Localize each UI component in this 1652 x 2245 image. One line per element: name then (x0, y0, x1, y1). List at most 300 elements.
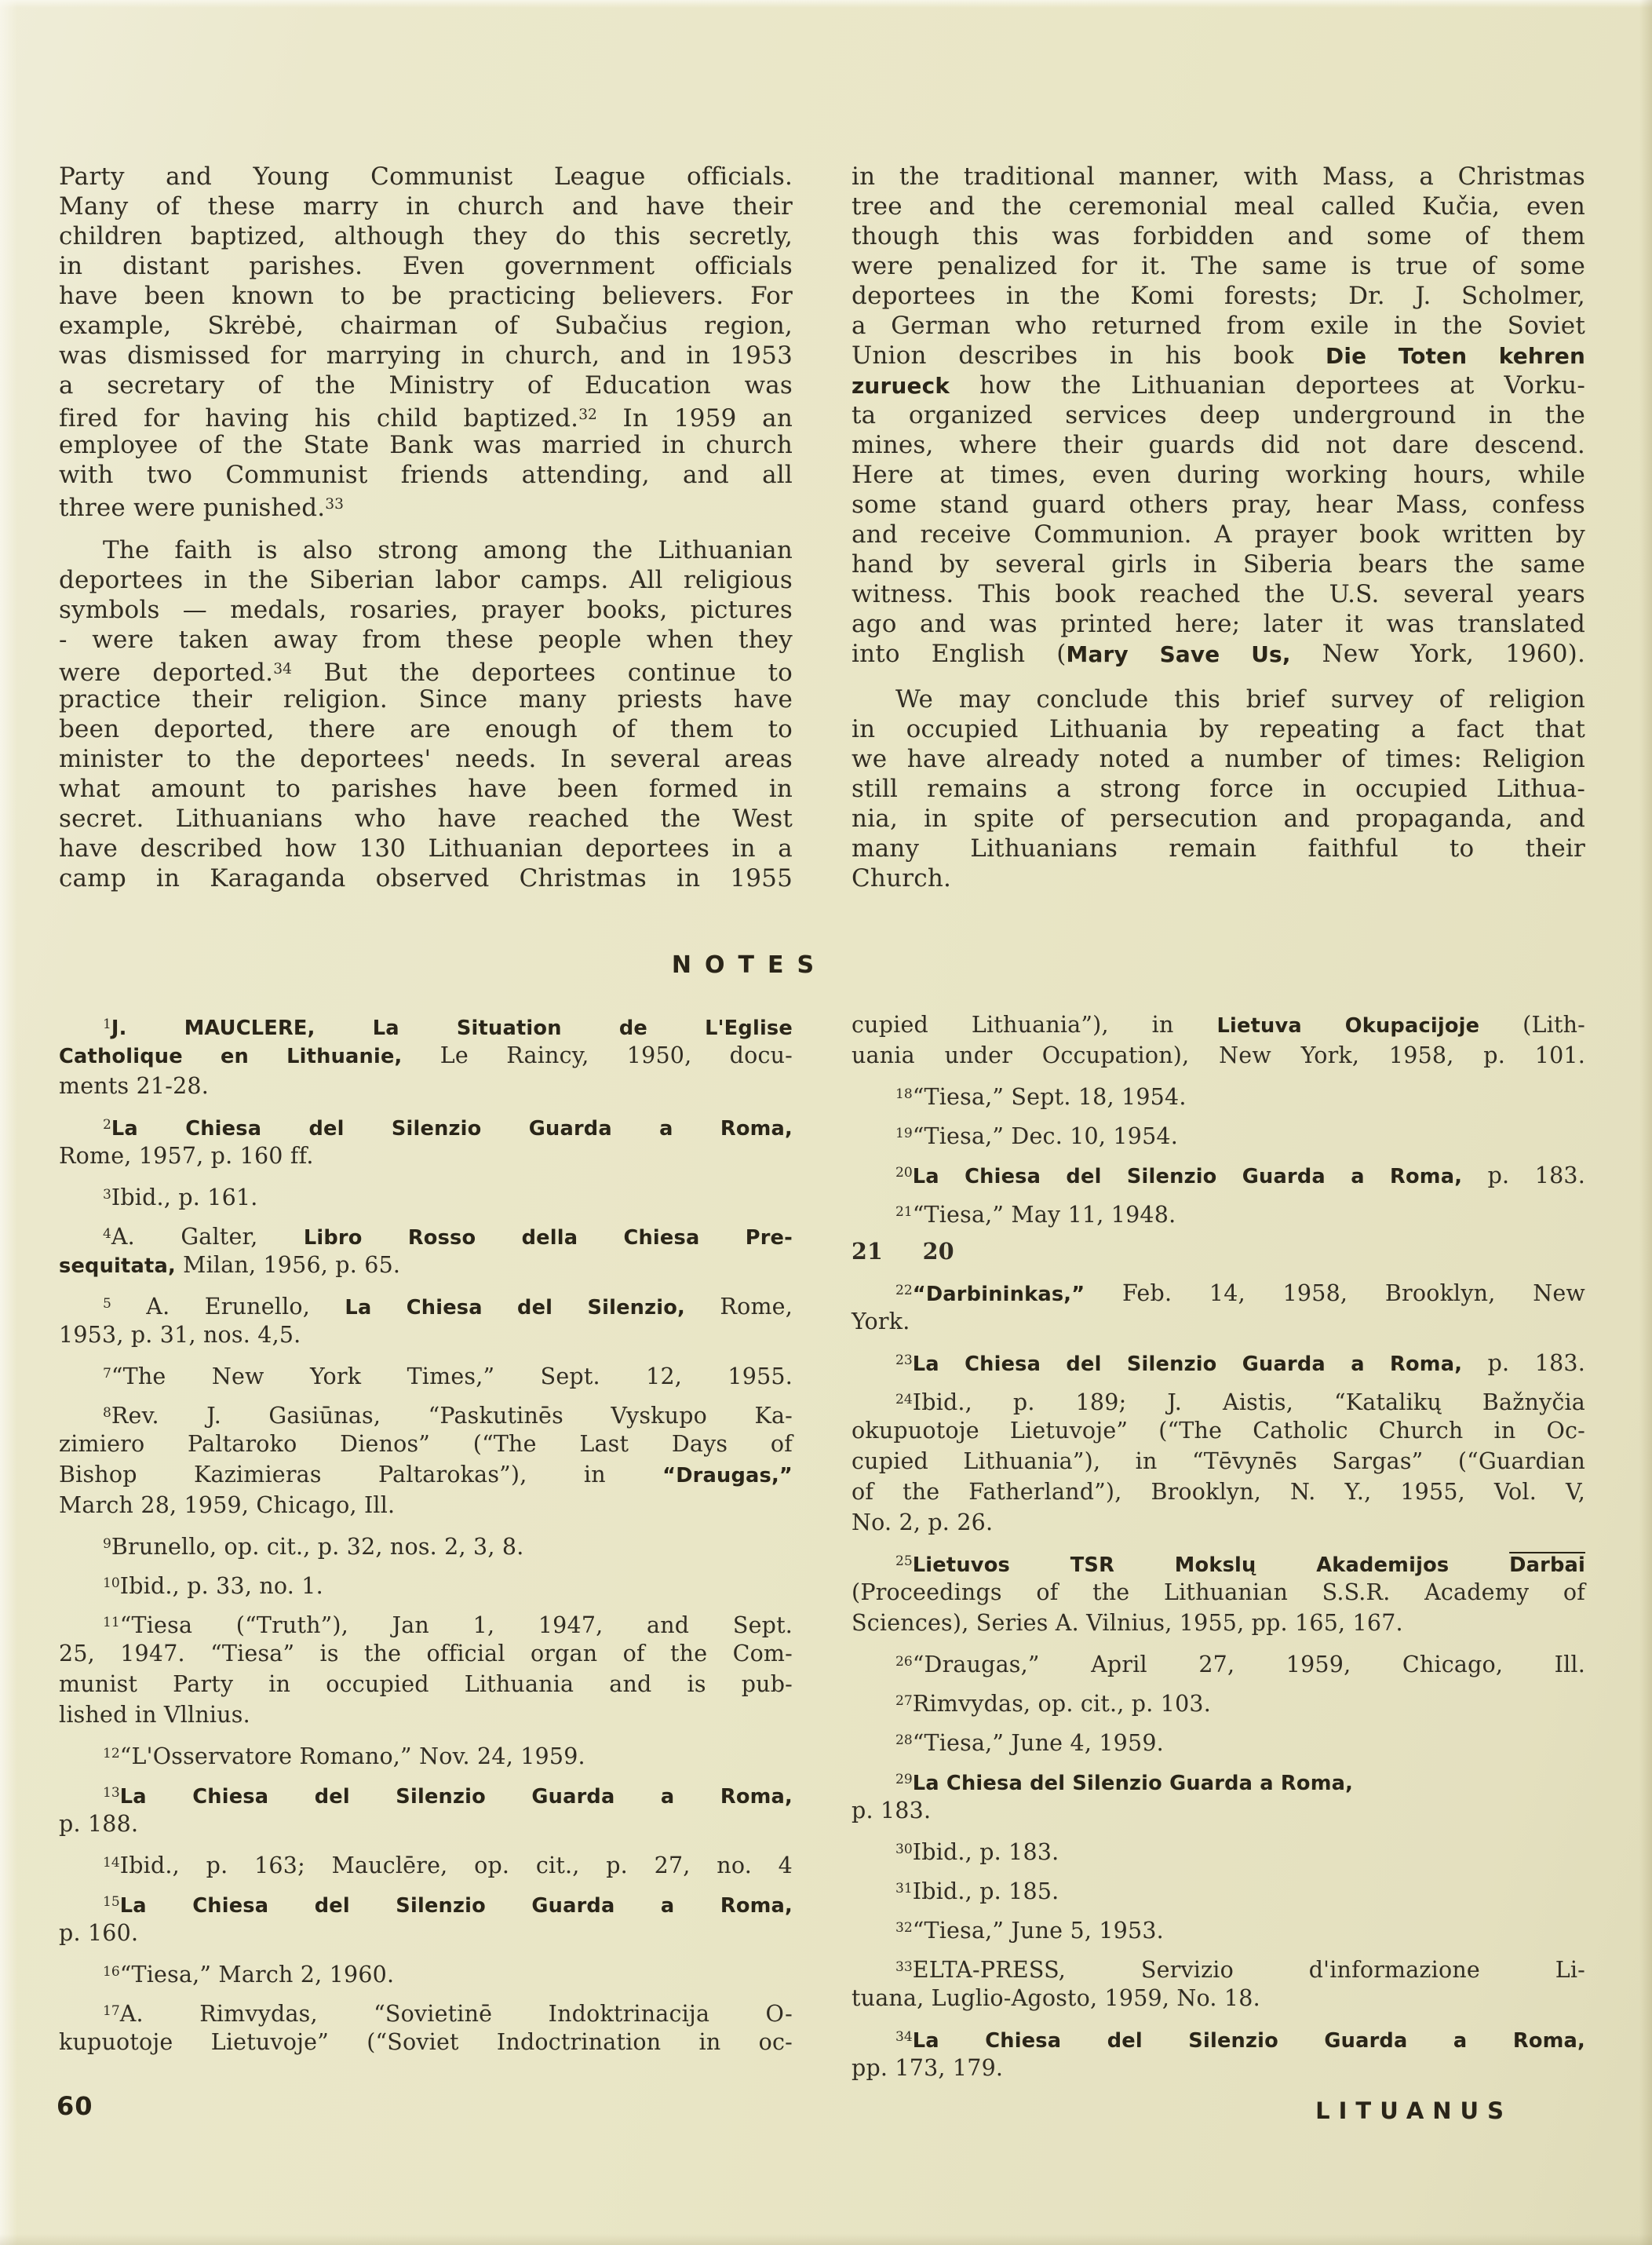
text-segment: p. 188. (59, 1811, 139, 1837)
text-segment: “Darbininkas,” (912, 1283, 1085, 1307)
text-segment: “Tiesa,” Sept. 18, 1954. (912, 1084, 1187, 1111)
text-line (852, 1725, 1585, 1756)
text-segment: Mary Save Us, (1066, 641, 1291, 667)
footnote-number: 32 (578, 407, 597, 423)
text-line (852, 221, 1585, 251)
text-segment: into English ( (852, 640, 1067, 668)
text-segment: zurueck (852, 373, 950, 399)
footnote (852, 1765, 1585, 1826)
text-line (59, 595, 793, 625)
footnote (852, 1647, 1585, 1677)
footnote-number: 29 (895, 1772, 913, 1787)
text-segment: were penalized for it. The same is true of some (852, 252, 1585, 280)
text-segment: Die Toten kehren (1326, 343, 1586, 369)
footnote (59, 1739, 793, 1769)
text-segment: deportees in the Siberian labor camps. All religious (59, 566, 793, 594)
footnote-number: 22 (895, 1283, 913, 1298)
text-line (852, 804, 1585, 834)
footnote-number: 3 (103, 1187, 111, 1203)
text-segment: Rome, (685, 1294, 793, 1320)
footnote-number: 30 (895, 1842, 913, 1857)
text-segment: Lietuvos TSR Mokslų Akademijos (912, 1553, 1510, 1578)
text-segment: Ibid., p. 185. (912, 1878, 1059, 1905)
footnote (852, 1197, 1585, 1228)
text-segment: Church. (852, 864, 952, 893)
text-line (59, 460, 793, 490)
footnote-number: 2 (103, 1117, 111, 1133)
footnote-number: 25 (895, 1553, 913, 1569)
text-line (59, 1250, 793, 1280)
text-segment: Here at times, even during working hours, while (852, 461, 1585, 489)
text-line (59, 1320, 793, 1350)
notes-column-left (59, 1009, 793, 2057)
text-segment: York. (852, 1309, 910, 1334)
text-segment: deportees in the Komi forests; Dr. J. Scholmer, (852, 282, 1585, 310)
scan-edge-left (0, 0, 17, 2245)
text-line (59, 625, 793, 655)
text-line (59, 1568, 793, 1599)
footnote-number: 33 (895, 1959, 913, 1975)
text-line (852, 609, 1585, 639)
article-column-left (59, 162, 793, 893)
text-line (59, 1608, 793, 1638)
footnote (59, 1608, 793, 1730)
text-segment: how the Lithuanian deportees at Vorku- (950, 371, 1585, 400)
text-line (852, 1236, 1585, 1267)
text-segment: Rev. J. Gasiūnas, “Paskutinēs Vyskupo Ka- (111, 1403, 793, 1429)
text-line (852, 281, 1585, 311)
text-segment: “Draugas,” April 27, 1959, Chicago, Ill. (912, 1652, 1585, 1678)
text-segment: “Tiesa,” March 2, 1960. (119, 1962, 395, 1988)
footnote-number: 19 (895, 1126, 913, 1141)
text-line (852, 1079, 1585, 1110)
footnote (852, 1009, 1585, 1071)
text-segment: Union describes in his book (852, 341, 1326, 370)
text-segment: In 1959 an (596, 403, 793, 433)
text-line (852, 1009, 1585, 1040)
footnote (852, 2022, 1585, 2083)
text-line (59, 1490, 793, 1520)
text-segment: p. 160. (59, 1920, 139, 1946)
text-line (852, 834, 1585, 863)
footnote (852, 1079, 1585, 1110)
text-line (852, 1874, 1585, 1904)
text-segment: La Chiesa del Silenzio, (345, 1296, 686, 1320)
text-segment: “Tiesa (“Truth”), Jan 1, 1947, and Sept. (119, 1612, 793, 1639)
footnote-number: 20 (895, 1165, 913, 1181)
text-segment: we have already noted a number of times: Religion (852, 745, 1585, 773)
text-segment: “Tiesa,” June 5, 1953. (912, 1918, 1164, 1944)
text-segment: A. Galter, (111, 1224, 304, 1250)
footnote (59, 1180, 793, 1210)
text-segment: La Chiesa del Silenzio Guarda a Roma, (912, 1772, 1354, 1796)
text-segment: 21 20 (852, 1238, 954, 1265)
footnote-number: 27 (895, 1693, 913, 1709)
text-segment: March 28, 1959, Chicago, Ill. (59, 1492, 396, 1518)
footnote-number: 9 (103, 1536, 111, 1552)
text-segment: Brunello, op. cit., p. 32, nos. 2, 3, 8. (111, 1534, 524, 1561)
text-segment: “Draugas,” (662, 1464, 793, 1488)
text-segment: three were punished. (59, 493, 326, 522)
text-line (59, 863, 793, 893)
text-line (59, 1638, 793, 1669)
footnote (852, 1385, 1585, 1538)
text-line (59, 1669, 793, 1699)
text-line (59, 251, 793, 281)
footnote (852, 1276, 1585, 1337)
text-segment: ta organized services deep underground in the (852, 401, 1585, 429)
text-segment: was dismissed for marrying in church, and in 1953 (59, 341, 793, 370)
text-line (852, 1765, 1585, 1795)
footnote-number: 34 (273, 661, 292, 677)
footnote-number: 7 (103, 1366, 111, 1382)
text-segment: hand by several girls in Siberia bears the same (852, 550, 1585, 579)
text-segment: J. MAUCLERE, La Situation de L'Eglise (111, 1017, 793, 1041)
text-segment: cupied Lithuania”), in “Tēvynēs Sargas” (“Guardian (852, 1448, 1585, 1474)
text-segment: Many of these marry in church and have their (59, 192, 793, 221)
text-segment: lished in Vllnius. (59, 1702, 250, 1728)
text-segment: Sciences), Series A. Vilnius, 1955, pp. 165, 167. (852, 1610, 1403, 1636)
text-segment: pp. 173, 179. (852, 2055, 1004, 2081)
footnote-number: 24 (895, 1392, 913, 1407)
footnote-number: 23 (895, 1352, 913, 1368)
text-segment: 25, 1947. “Tiesa” is the official organ of the Com- (59, 1641, 793, 1666)
text-line (852, 1197, 1585, 1228)
text-line (852, 1306, 1585, 1337)
text-segment: p. 183. (1462, 1350, 1585, 1377)
text-line (59, 1809, 793, 1839)
text-segment: tuana, Luglio-Agosto, 1959, No. 18. (852, 1985, 1260, 2011)
text-line (59, 311, 793, 341)
text-line (852, 371, 1585, 400)
text-line (59, 1459, 793, 1490)
footnote (59, 1359, 793, 1389)
scan-edge-bottom (0, 2234, 1652, 2245)
footnote-number: 5 (103, 1296, 111, 1312)
text-line (59, 1009, 793, 1040)
text-segment: La Chiesa del Silenzio Guarda a Roma, (119, 1785, 793, 1809)
text-line (852, 549, 1585, 579)
footnote (852, 1834, 1585, 1865)
text-segment: New York, 1960). (1290, 640, 1585, 668)
text-segment: cupied Lithuania”), in (852, 1012, 1217, 1038)
footnote-number: 16 (103, 1964, 120, 1980)
text-line (852, 1276, 1585, 1306)
text-line (852, 744, 1585, 774)
text-segment: ago and was printed here; later it was translated (852, 610, 1585, 638)
text-line (852, 192, 1585, 221)
paragraph (852, 684, 1585, 893)
text-segment: (Proceedings of the Lithuanian S.S.R. Academy of (852, 1579, 1585, 1605)
text-line (59, 774, 793, 804)
paragraph (59, 535, 793, 893)
text-segment: practice their religion. Since many priests have (59, 685, 793, 714)
text-line (59, 804, 793, 834)
text-segment: p. 183. (852, 1798, 932, 1823)
text-segment: what amount to parishes have been formed in (59, 775, 793, 803)
footnote (59, 1398, 793, 1520)
paragraph (59, 162, 793, 520)
text-segment: Party and Young Communist League officials. (59, 162, 793, 191)
text-segment: - were taken away from these people when they (59, 626, 793, 654)
text-line (59, 744, 793, 774)
text-segment: The faith is also strong among the Lithuanian (103, 536, 793, 564)
text-line (852, 1952, 1585, 1983)
text-segment: secret. Lithuanians who have reached the West (59, 805, 793, 833)
footnote (59, 1009, 793, 1101)
footnote (852, 1952, 1585, 2013)
text-segment: 1953, p. 31, nos. 4,5. (59, 1322, 301, 1348)
journal-name: LITUANUS (1315, 2097, 1512, 2124)
footnote (852, 1546, 1585, 1638)
page-number: 60 (57, 2091, 93, 2121)
text-segment: of the Fatherland”), Brooklyn, N. Y., 1955, Vol. V, (852, 1479, 1585, 1505)
text-line (852, 1158, 1585, 1188)
text-segment: witness. This book reached the U.S. several years (852, 580, 1585, 608)
text-line (852, 251, 1585, 281)
text-line (59, 162, 793, 192)
text-line (59, 834, 793, 863)
text-line (59, 1110, 793, 1141)
text-segment: and receive Communion. A prayer book written by (852, 520, 1585, 549)
text-segment: Ibid., p. 161. (111, 1185, 258, 1211)
text-line (852, 341, 1585, 371)
text-segment: Ibid., p. 183. (912, 1839, 1059, 1866)
footnote-number: 33 (325, 496, 344, 513)
text-segment: tree and the ceremonial meal called Kučia, even (852, 192, 1585, 221)
text-line (59, 1996, 793, 2027)
text-segment: Rimvydas, op. cit., p. 103. (912, 1691, 1211, 1718)
text-line (852, 714, 1585, 744)
text-line (59, 1141, 793, 1171)
footnote-number: 12 (103, 1746, 120, 1761)
text-segment: Catholique en Lithuanie, (59, 1045, 403, 1068)
text-line (852, 579, 1585, 609)
text-line (59, 221, 793, 251)
footnote (59, 1996, 793, 2057)
footnote-number: 18 (895, 1086, 913, 1102)
footnote (59, 1848, 793, 1878)
text-line (852, 1647, 1585, 1677)
text-segment: minister to the deportees' needs. In several areas (59, 745, 793, 773)
footnote-number: 14 (103, 1855, 120, 1871)
notes-column-right (852, 1009, 1585, 2083)
footnote (852, 1913, 1585, 1944)
text-segment: mines, where their guards did not dare descend. (852, 431, 1585, 459)
text-segment: Darbai (1509, 1553, 1585, 1578)
text-line (852, 1913, 1585, 1944)
text-line (59, 1918, 793, 1948)
footnote-number: 26 (895, 1654, 913, 1670)
text-segment: But the deportees continue to (291, 658, 793, 687)
text-line (59, 1289, 793, 1320)
text-line (852, 1345, 1585, 1376)
text-line (852, 639, 1585, 669)
text-segment: a secretary of the Ministry of Education was (59, 371, 793, 400)
text-segment: fired for having his child baptized. (59, 403, 579, 433)
text-segment: many Lithuanians remain faithful to their (852, 834, 1585, 863)
text-line (852, 430, 1585, 460)
text-line (852, 1577, 1585, 1608)
text-line (852, 684, 1585, 714)
text-segment: Ibid., p. 163; Mauclēre, op. cit., p. 27, no. 4 (119, 1853, 793, 1879)
footnote-number: 28 (895, 1732, 913, 1748)
text-line (852, 774, 1585, 804)
text-line (852, 1477, 1585, 1507)
footnote-number: 13 (103, 1785, 120, 1801)
text-segment: still remains a strong force in occupied Lithua- (852, 775, 1585, 803)
text-line (59, 1398, 793, 1429)
text-segment: (Lith- (1479, 1012, 1585, 1038)
text-segment: ELTA-PRESS, Servizio d'informazione Li- (912, 1957, 1585, 1984)
text-line (852, 400, 1585, 430)
text-segment: example, Skrėbė, chairman of Subačius region, (59, 312, 793, 340)
footnote (852, 1874, 1585, 1904)
text-segment: Bishop Kazimieras Paltarokas”), in (59, 1462, 663, 1488)
article-column-right (852, 162, 1585, 893)
footnote-number: 17 (103, 2003, 120, 2019)
text-line (852, 2022, 1585, 2053)
text-segment: La Chiesa del Silenzio Guarda a Roma, (912, 2029, 1585, 2053)
text-line (59, 192, 793, 221)
text-line (59, 490, 793, 520)
text-line (852, 1040, 1585, 1071)
text-line (59, 1071, 793, 1101)
text-segment: symbols — medals, rosaries, prayer books, pictures (59, 596, 793, 624)
footnote-number: 10 (103, 1575, 120, 1591)
text-segment: La Chiesa del Silenzio Guarda a Roma, (119, 1894, 793, 1918)
footnote-number: 31 (895, 1881, 913, 1896)
text-segment: Milan, 1956, p. 65. (175, 1252, 401, 1278)
text-segment: employee of the State Bank was married in church (59, 431, 793, 459)
text-line (59, 1778, 793, 1809)
text-line (852, 1119, 1585, 1149)
text-line (59, 400, 793, 433)
text-line (59, 371, 793, 400)
text-segment: La Chiesa del Silenzio Guarda a Roma, (111, 1117, 793, 1141)
text-line (59, 1699, 793, 1730)
text-segment: in occupied Lithuania by repeating a fact that (852, 715, 1585, 743)
text-segment: A. Erunello, (111, 1294, 345, 1320)
footnote-number: 1 (103, 1017, 111, 1032)
text-line (852, 1795, 1585, 1826)
footnote (852, 1158, 1585, 1188)
text-line (59, 281, 793, 311)
text-line (59, 1180, 793, 1210)
text-line (852, 1385, 1585, 1415)
footnote (59, 1568, 793, 1599)
text-segment: La Chiesa del Silenzio Guarda a Roma, (912, 1352, 1463, 1377)
paragraph (852, 162, 1585, 669)
text-line (852, 520, 1585, 549)
text-segment: a German who returned from exile in the Soviet (852, 312, 1585, 340)
text-segment: kupuotoje Lietuvoje” (“Soviet Indoctrination in oc- (59, 2029, 793, 2055)
text-segment: A. Rimvydas, “Sovietinē Indoktrinacija O- (119, 2001, 793, 2028)
footnote (59, 1110, 793, 1171)
text-segment: uania under Occupation), New York, 1958, p. 101. (852, 1042, 1585, 1068)
text-line (852, 460, 1585, 490)
footnote (852, 1236, 1585, 1267)
text-line (59, 684, 793, 714)
text-line (852, 1415, 1585, 1446)
text-line (852, 311, 1585, 341)
text-segment: “Tiesa,” June 4, 1959. (912, 1730, 1164, 1757)
text-line (59, 1529, 793, 1560)
text-line (59, 714, 793, 744)
text-segment: Feb. 14, 1958, Brooklyn, New (1085, 1280, 1585, 1307)
text-line (59, 430, 793, 460)
footnote (59, 1529, 793, 1560)
text-segment: children baptized, although they do this secretly, (59, 222, 793, 250)
text-line (59, 1957, 793, 1988)
text-segment: Ibid., p. 189; J. Aistis, “Katalikų Bažnyčia (912, 1389, 1585, 1416)
text-segment: in the traditional manner, with Mass, a Christmas (852, 162, 1585, 191)
text-segment: have described how 130 Lithuanian deportees in a (59, 834, 793, 863)
text-segment: Ibid., p. 33, no. 1. (119, 1573, 323, 1600)
text-segment: Le Raincy, 1950, docu- (402, 1042, 793, 1068)
scan-edge-right (1639, 0, 1652, 2245)
footnote-number: 34 (895, 2029, 913, 2045)
text-line (59, 535, 793, 565)
text-line (59, 1040, 793, 1071)
text-line (59, 1429, 793, 1459)
text-segment: nia, in spite of persecution and propaganda, and (852, 805, 1585, 833)
footnote (852, 1119, 1585, 1149)
text-segment: have been known to be practicing believers. For (59, 282, 793, 310)
text-segment: We may conclude this brief survey of religion (895, 685, 1585, 714)
text-segment: “L'Osservatore Romano,” Nov. 24, 1959. (119, 1743, 585, 1770)
text-segment: in distant parishes. Even government officials (59, 252, 793, 280)
text-segment: some stand guard others pray, hear Mass, confess (852, 491, 1585, 519)
footnote (59, 1219, 793, 1280)
text-segment: “Tiesa,” Dec. 10, 1954. (912, 1123, 1179, 1150)
text-segment: ments 21-28. (59, 1073, 210, 1099)
text-line (852, 1834, 1585, 1865)
text-segment: “The New York Times,” Sept. 12, 1955. (111, 1363, 793, 1390)
text-segment: sequitata, (59, 1254, 176, 1278)
notes-section-heading: NOTES (671, 951, 828, 979)
text-line (852, 1546, 1585, 1577)
text-line (852, 2053, 1585, 2083)
text-line (59, 655, 793, 687)
footnote (59, 1887, 793, 1948)
text-line (59, 1219, 793, 1250)
text-segment: okupuotoje Lietuvoje” (“The Catholic Church in Oc- (852, 1418, 1585, 1444)
footnote-number: 11 (103, 1615, 120, 1630)
footnote (852, 1686, 1585, 1717)
footnote-number: 32 (895, 1920, 913, 1936)
text-line (852, 1686, 1585, 1717)
text-line (852, 1446, 1585, 1477)
text-line (59, 1887, 793, 1918)
footnote-number: 8 (103, 1405, 111, 1421)
text-segment: were deported. (59, 658, 274, 687)
footnote-number: 21 (895, 1204, 913, 1220)
text-line (59, 1359, 793, 1389)
text-line (852, 1608, 1585, 1638)
text-line (852, 162, 1585, 192)
text-line (852, 490, 1585, 520)
text-segment: been deported, there are enough of them to (59, 715, 793, 743)
footnote (59, 1957, 793, 1988)
text-segment: with two Communist friends attending, and all (59, 461, 793, 489)
text-line (59, 565, 793, 595)
text-segment: though this was forbidden and some of them (852, 222, 1585, 250)
text-line (59, 2027, 793, 2057)
footnote (852, 1345, 1585, 1376)
text-segment: camp in Karaganda observed Christmas in 1955 (59, 864, 793, 893)
text-line (59, 1848, 793, 1878)
